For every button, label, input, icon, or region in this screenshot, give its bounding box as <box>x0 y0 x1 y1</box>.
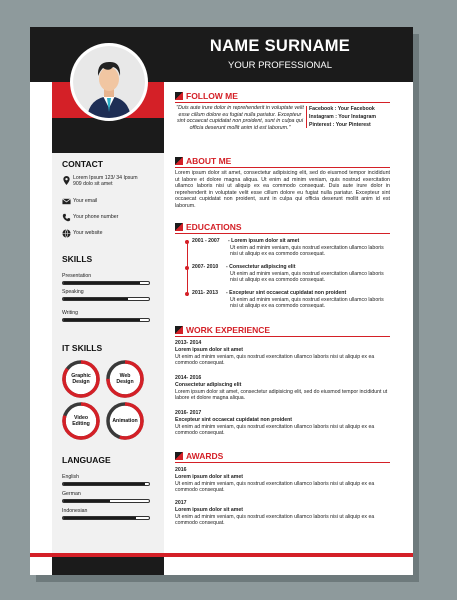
work-years: 2013- 2014 <box>175 340 202 346</box>
award-text: Ut enim ad minim veniam, quis nostrud exercitation ullamco laboris nisi ut aliquip ex ea commodo consequat. <box>175 514 375 527</box>
timeline-dot <box>185 266 189 270</box>
skill-bar-fill <box>63 319 140 321</box>
avatar <box>70 43 148 121</box>
language-label: Indonesian <box>62 508 88 514</box>
education-title: - Excepteur sint occaecat cupidatat non proident <box>226 290 347 296</box>
person-name: NAME SURNAME <box>209 37 351 55</box>
person-icon <box>73 46 145 118</box>
skill-label: Speaking <box>62 289 84 295</box>
educations-rule <box>175 233 390 234</box>
it-skill-video-editing: Video Editing <box>61 401 101 441</box>
language-bar-fill <box>63 517 136 519</box>
skill-bar-fill <box>63 282 140 284</box>
social-facebook[interactable]: Facebook : Your Facebook <box>309 106 375 112</box>
it-skills-heading: IT SKILLS <box>62 343 103 353</box>
work-title: Excepteur sint occaecat cupidatat non proident <box>175 417 293 423</box>
work-text: Ut enim ad minim veniam, quis nostrud exercitation ullamco laboris nisi ut aliquip ex ea commodo consequat. <box>175 424 375 437</box>
it-skill-web-design: Web Design <box>105 359 145 399</box>
contact-website[interactable]: Your website <box>73 230 103 236</box>
work-title: Lorem ipsum dolor sit amet <box>175 347 244 353</box>
skill-label: Presentation <box>62 273 92 279</box>
language-bar <box>62 516 150 520</box>
work-text: Ut enim ad minim veniam, quis nostrud exercitation ullamco laboris nisi ut aliquip ex ea commodo consequat. <box>175 354 375 367</box>
language-label: German <box>62 491 81 497</box>
it-skill-graphic-design: Graphic Design <box>61 359 101 399</box>
heading-marker-icon <box>175 157 183 165</box>
skill-bar-fill <box>63 298 128 300</box>
awards-heading: AWARDS <box>175 451 223 461</box>
heading-marker-icon <box>175 92 183 100</box>
skill-bar <box>62 297 150 301</box>
follow-me-quote: "Duis aute irure dolor in reprehenderit in voluptate velit esse cillum dolore eu fugiat nulla pariatur. Excepteur sint occaecat cupidatat non proident, sunt in culpa qui officia deserunt mollit anim id est laborum." <box>176 105 304 131</box>
language-bar <box>62 482 150 486</box>
work-years: 2014- 2016 <box>175 375 202 381</box>
follow-me-rule <box>175 102 390 103</box>
socials-divider <box>306 106 307 128</box>
language-bar-fill <box>63 500 110 502</box>
language-heading: LANGUAGE <box>62 455 111 465</box>
educations-heading: EDUCATIONS <box>175 222 242 232</box>
education-title: - Consectetur adipiscing elit <box>226 264 296 270</box>
social-pinterest[interactable]: Pinterest : Your Pinterest <box>309 122 371 128</box>
award-title: Lorem ipsum dolor sit amet <box>175 507 244 513</box>
education-text: Ut enim ad minim veniam, quis nostrud exercitation ullamco laboris nisi ut aliquip ex ea commodo consequat. <box>230 245 384 258</box>
heading-marker-icon <box>175 326 183 334</box>
skill-bar <box>62 318 150 322</box>
contact-address: Lorem Ipsum 123/ 34 Ipsum 909 dolo sit amet <box>73 175 138 188</box>
language-bar <box>62 499 150 503</box>
education-text: Ut enim ad minim veniam, quis nostrud exercitation ullamco laboris nisi ut aliquip ex ea commodo consequat. <box>230 297 384 310</box>
email-icon <box>62 197 71 206</box>
about-heading: ABOUT ME <box>175 156 231 166</box>
skills-heading: SKILLS <box>62 254 93 264</box>
phone-icon <box>62 213 71 222</box>
skill-label: Writing <box>62 310 79 316</box>
left-footer-block <box>52 557 164 575</box>
education-title: - Lorem ipsum dolor sit amet <box>228 238 300 244</box>
left-dark-block <box>52 118 164 153</box>
skill-bar <box>62 281 150 285</box>
language-bar-fill <box>63 483 145 485</box>
map-pin-icon <box>62 176 71 185</box>
education-years: 2007- 2010 <box>192 264 219 270</box>
timeline-dot <box>185 292 189 296</box>
heading-marker-icon <box>175 223 183 231</box>
timeline-dot <box>185 240 189 244</box>
globe-icon <box>62 229 71 238</box>
award-year: 2016 <box>175 467 187 473</box>
about-rule <box>175 167 390 168</box>
work-rule <box>175 336 390 337</box>
contact-phone[interactable]: Your phone number <box>73 214 119 220</box>
contact-heading: CONTACT <box>62 159 103 169</box>
work-years: 2016- 2017 <box>175 410 202 416</box>
contact-email[interactable]: Your email <box>73 198 98 204</box>
it-skill-animation: Animation <box>105 401 145 441</box>
follow-me-heading: FOLLOW ME <box>175 91 238 101</box>
social-instagram[interactable]: Instagram : Your Instagram <box>309 114 376 120</box>
education-years: 2001 - 2007 <box>192 238 220 244</box>
language-label: English <box>62 474 80 480</box>
profession: YOUR PROFESSIONAL <box>228 60 332 71</box>
award-year: 2017 <box>175 500 187 506</box>
education-years: 2011- 2013 <box>192 290 218 296</box>
award-text: Ut enim ad minim veniam, quis nostrud exercitation ullamco laboris nisi ut aliquip ex ea commodo consequat. <box>175 481 375 494</box>
work-title: Consectetur adipiscing elit <box>175 382 242 388</box>
award-title: Lorem ipsum dolor sit amet <box>175 474 244 480</box>
work-text: Lorem ipsum dolor sit amet, consectetur adipisicing elit, sed do eiusmod tempor incididunt ut labore et dolore magna aliqua. <box>175 389 388 402</box>
about-text: Lorem ipsum dolor sit amet, consectetur adipisicing elit, sed do eiusmod tempor incididunt ut labore et dolore magna aliqua. Ut enim ad minim veniam, quis nostrud exercitation ullamco laboris nisi ut aliquip ex ea commodo consequat. Duis aute irure dolor in reprehenderit in voluptate velit esse cillum dolore eu fugiat nulla pariatur. Excepteur sint occaecat cupidatat non proident, sunt in culpa qui officia deserunt mollit anim id est laborum. <box>175 170 390 209</box>
education-text: Ut enim ad minim veniam, quis nostrud exercitation ullamco laboris nisi ut aliquip ex ea commodo consequat. <box>230 271 384 284</box>
awards-rule <box>175 462 390 463</box>
heading-marker-icon <box>175 452 183 460</box>
work-heading: WORK EXPERIENCE <box>175 325 270 335</box>
resume-sheet <box>30 27 413 575</box>
